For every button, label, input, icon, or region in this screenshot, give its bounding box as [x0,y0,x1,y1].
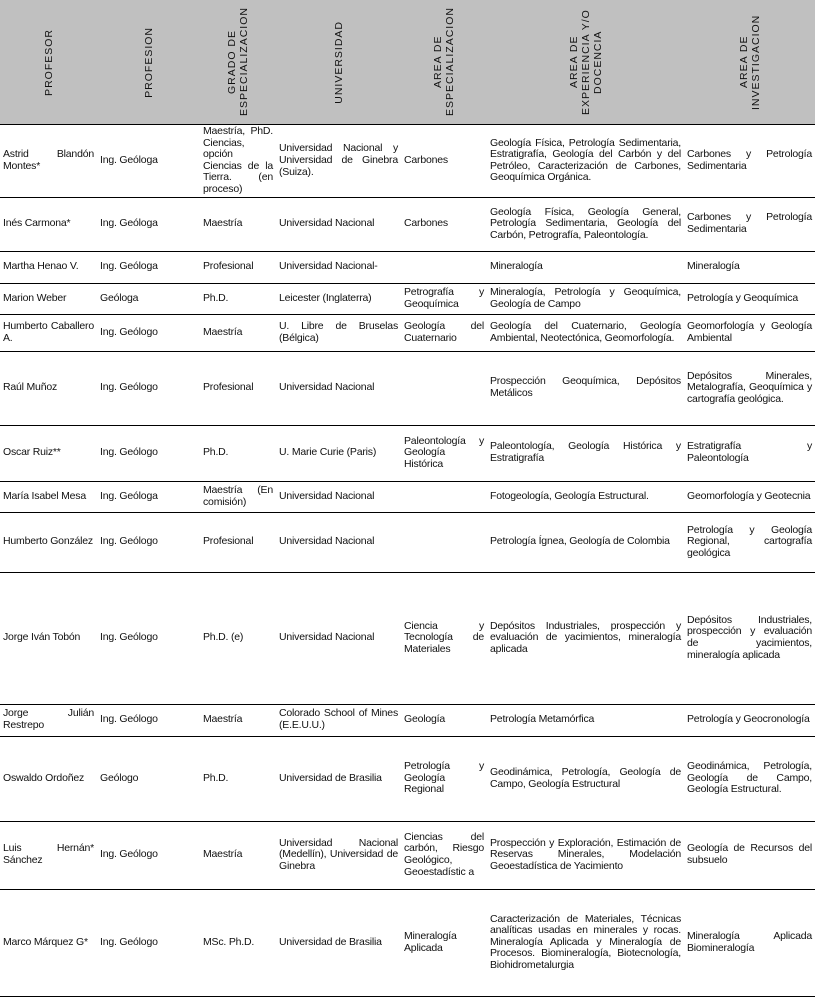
cell-profesion: Ing. Geólogo [97,351,200,425]
table-row [0,704,815,736]
cell-area-especializacion: Mineralogía Aplicada [401,889,487,996]
cell-profesion: Ing. Geóloga [97,251,200,283]
cell-grado: Ph.D. [200,283,276,314]
cell-profesor: Humberto Caballero A. [0,314,97,351]
cell-area-investigacion: Geología de Recursos del subsuelo [684,821,815,889]
cell-area-experiencia: Geología Física, Geología General, Petrología Sedimentaria, Geología del Carbón, Petrografía, Paleontología. [487,197,684,251]
cell-area-investigacion: Petrología y Geología Regional, cartografía geológica [684,512,815,572]
cell-profesion: Geóloga [97,283,200,314]
cell-profesor: Marco Márquez G* [0,889,97,996]
cell-area-especializacion [401,251,487,283]
header-profesor [0,0,97,125]
header-area-investigacion [684,0,815,125]
table-row [0,251,815,283]
table-row [0,512,815,572]
cell-area-investigacion: Estratigrafía y Paleontología [684,425,815,481]
cell-profesor: Marion Weber [0,283,97,314]
table-row [0,736,815,821]
table-row [0,125,815,198]
cell-area-especializacion [401,481,487,512]
table-row [0,425,815,481]
cell-profesion: Ing. Geólogo [97,704,200,736]
header-area-especializacion [401,0,487,125]
cell-grado: MSc. Ph.D. [200,889,276,996]
cell-grado: Maestría, PhD. Ciencias, opción Ciencias de la Tierra. (en proceso) [200,125,276,198]
cell-universidad: Universidad de Brasilia [276,736,401,821]
cell-profesor: Jorge Iván Tobón [0,572,97,704]
cell-profesor: Astrid Blandón Montes* [0,125,97,198]
cell-grado: Ph.D. [200,425,276,481]
header-label: AREA DE INVESTIGACION [737,14,762,110]
header-label: AREA DE EXPERIENCIA Y/O DOCENCIA [567,9,604,115]
cell-profesor: Martha Henao V. [0,251,97,283]
cell-area-investigacion: Geodinámica, Petrología, Geología de Campo, Geología Estructural. [684,736,815,821]
cell-area-investigacion: Carbones y Petrología Sedimentaria [684,197,815,251]
table-row [0,821,815,889]
cell-profesion: Ing. Geólogo [97,425,200,481]
cell-profesor: Humberto González [0,512,97,572]
table-row [0,283,815,314]
cell-grado: Profesional [200,351,276,425]
cell-area-especializacion: Petrografía y Geoquímica [401,283,487,314]
cell-grado: Maestría [200,704,276,736]
cell-area-especializacion: Ciencia y Tecnología de Materiales [401,572,487,704]
table-row [0,889,815,996]
header-label: GRADO DE ESPECIALIZACION [226,7,250,117]
table-row [0,572,815,704]
header-universidad [276,0,401,125]
cell-universidad: Universidad de Brasilia [276,889,401,996]
table-row [0,314,815,351]
cell-area-investigacion: Depósitos Minerales, Metalografía, Geoquímica y cartografía geológica. [684,351,815,425]
cell-grado: Profesional [200,512,276,572]
cell-area-especializacion: Petrología y Geología Regional [401,736,487,821]
cell-area-experiencia: Caracterización de Materiales, Técnicas analíticas usadas en minerales y rocas. Mineralogía Aplicada y Mineralogía de Procesos. Biomineralogía, Biotecnología, Biohidrometalurgia [487,889,684,996]
cell-area-investigacion: Petrología y Geoquímica [684,283,815,314]
cell-area-especializacion [401,351,487,425]
cell-area-experiencia: Petrología Ígnea, Geología de Colombia [487,512,684,572]
cell-area-especializacion: Paleontología y Geología Histórica [401,425,487,481]
cell-area-especializacion: Geología [401,704,487,736]
cell-area-experiencia: Fotogeología, Geología Estructural. [487,481,684,512]
cell-area-experiencia: Geología del Cuaternario, Geología Ambiental, Neotectónica, Geomorfología. [487,314,684,351]
cell-universidad: Universidad Nacional (Medellín), Universidad de Ginebra [276,821,401,889]
cell-grado: Maestría (En comisión) [200,481,276,512]
cell-universidad: Universidad Nacional [276,572,401,704]
cell-area-experiencia: Prospección y Exploración, Estimación de Reservas Minerales, Modelación Geoestadística de Yacimiento [487,821,684,889]
cell-area-investigacion: Mineralogía Aplicada Biomineralogía [684,889,815,996]
cell-profesor: Oscar Ruiz** [0,425,97,481]
header-label: UNIVERSIDAD [332,20,345,104]
header-row [0,0,815,125]
cell-universidad: U. Libre de Bruselas (Bélgica) [276,314,401,351]
cell-universidad: Universidad Nacional [276,481,401,512]
cell-area-especializacion: Geología del Cuaternario [401,314,487,351]
header-profesion [97,0,200,125]
cell-profesion: Ing. Geóloga [97,481,200,512]
cell-area-experiencia: Mineralogía, Petrología y Geoquímica, Geología de Campo [487,283,684,314]
cell-profesion: Ing. Geóloga [97,197,200,251]
cell-area-experiencia: Geología Física, Petrología Sedimentaria, Estratigrafía, Geología del Carbón y del Petróleo, Caracterización de Carbones, Geoquímica Orgánica. [487,125,684,198]
table-row [0,351,815,425]
cell-grado: Profesional [200,251,276,283]
cell-area-experiencia: Prospección Geoquímica, Depósitos Metálicos [487,351,684,425]
cell-area-experiencia: Geodinámica, Petrología, Geología de Campo, Geología Estructural [487,736,684,821]
cell-area-especializacion: Carbones [401,197,487,251]
cell-area-experiencia: Depósitos Industriales, prospección y evaluación de yacimientos, mineralogía aplicada [487,572,684,704]
cell-profesor: Inés Carmona* [0,197,97,251]
cell-profesor: Luis Hernán* Sánchez [0,821,97,889]
header-area-experiencia [487,0,684,125]
cell-area-experiencia: Petrología Metamórfica [487,704,684,736]
cell-area-investigacion: Geomorfología y Geología Ambiental [684,314,815,351]
cell-profesor: Raúl Muñoz [0,351,97,425]
cell-profesion: Ing. Geólogo [97,821,200,889]
cell-area-investigacion: Carbones y Petrología Sedimentaria [684,125,815,198]
cell-grado: Ph.D. (e) [200,572,276,704]
cell-area-investigacion: Mineralogía [684,251,815,283]
cell-universidad: Universidad Nacional- [276,251,401,283]
header-label: AREA DE ESPECIALIZACION [432,7,456,117]
cell-profesion: Ing. Geólogo [97,314,200,351]
cell-profesion: Ing. Geólogo [97,572,200,704]
cell-profesor: Oswaldo Ordoñez [0,736,97,821]
cell-profesion: Ing. Geólogo [97,889,200,996]
cell-area-especializacion: Ciencias del carbón, Riesgo Geológico, Geoestadístic a [401,821,487,889]
cell-universidad: Universidad Nacional [276,197,401,251]
cell-universidad: Leicester (Inglaterra) [276,283,401,314]
header-label: PROFESION [142,26,155,98]
cell-grado: Ph.D. [200,736,276,821]
cell-universidad: Universidad Nacional y Universidad de Ginebra (Suiza). [276,125,401,198]
header-label: PROFESOR [42,28,55,96]
cell-area-especializacion: Carbones [401,125,487,198]
table-row [0,197,815,251]
cell-area-investigacion: Geomorfología y Geotecnia [684,481,815,512]
cell-universidad: U. Marie Curie (Paris) [276,425,401,481]
cell-area-investigacion: Petrología y Geocronología [684,704,815,736]
cell-area-investigacion: Depósitos Industriales, prospección y evaluación de yacimientos, mineralogía aplicada [684,572,815,704]
table-row [0,481,815,512]
cell-grado: Maestría [200,821,276,889]
cell-universidad: Universidad Nacional [276,351,401,425]
cell-profesor: Jorge Julián Restrepo [0,704,97,736]
header-grado [200,0,276,125]
cell-universidad: Colorado School of Mines (E.E.U.U.) [276,704,401,736]
cell-grado: Maestría [200,314,276,351]
cell-profesion: Geólogo [97,736,200,821]
cell-area-experiencia: Mineralogía [487,251,684,283]
cell-profesion: Ing. Geólogo [97,512,200,572]
cell-grado: Maestría [200,197,276,251]
cell-profesor: María Isabel Mesa [0,481,97,512]
cell-profesion: Ing. Geóloga [97,125,200,198]
cell-universidad: Universidad Nacional [276,512,401,572]
cell-area-experiencia: Paleontología, Geología Histórica y Estratigrafía [487,425,684,481]
cell-area-especializacion [401,512,487,572]
